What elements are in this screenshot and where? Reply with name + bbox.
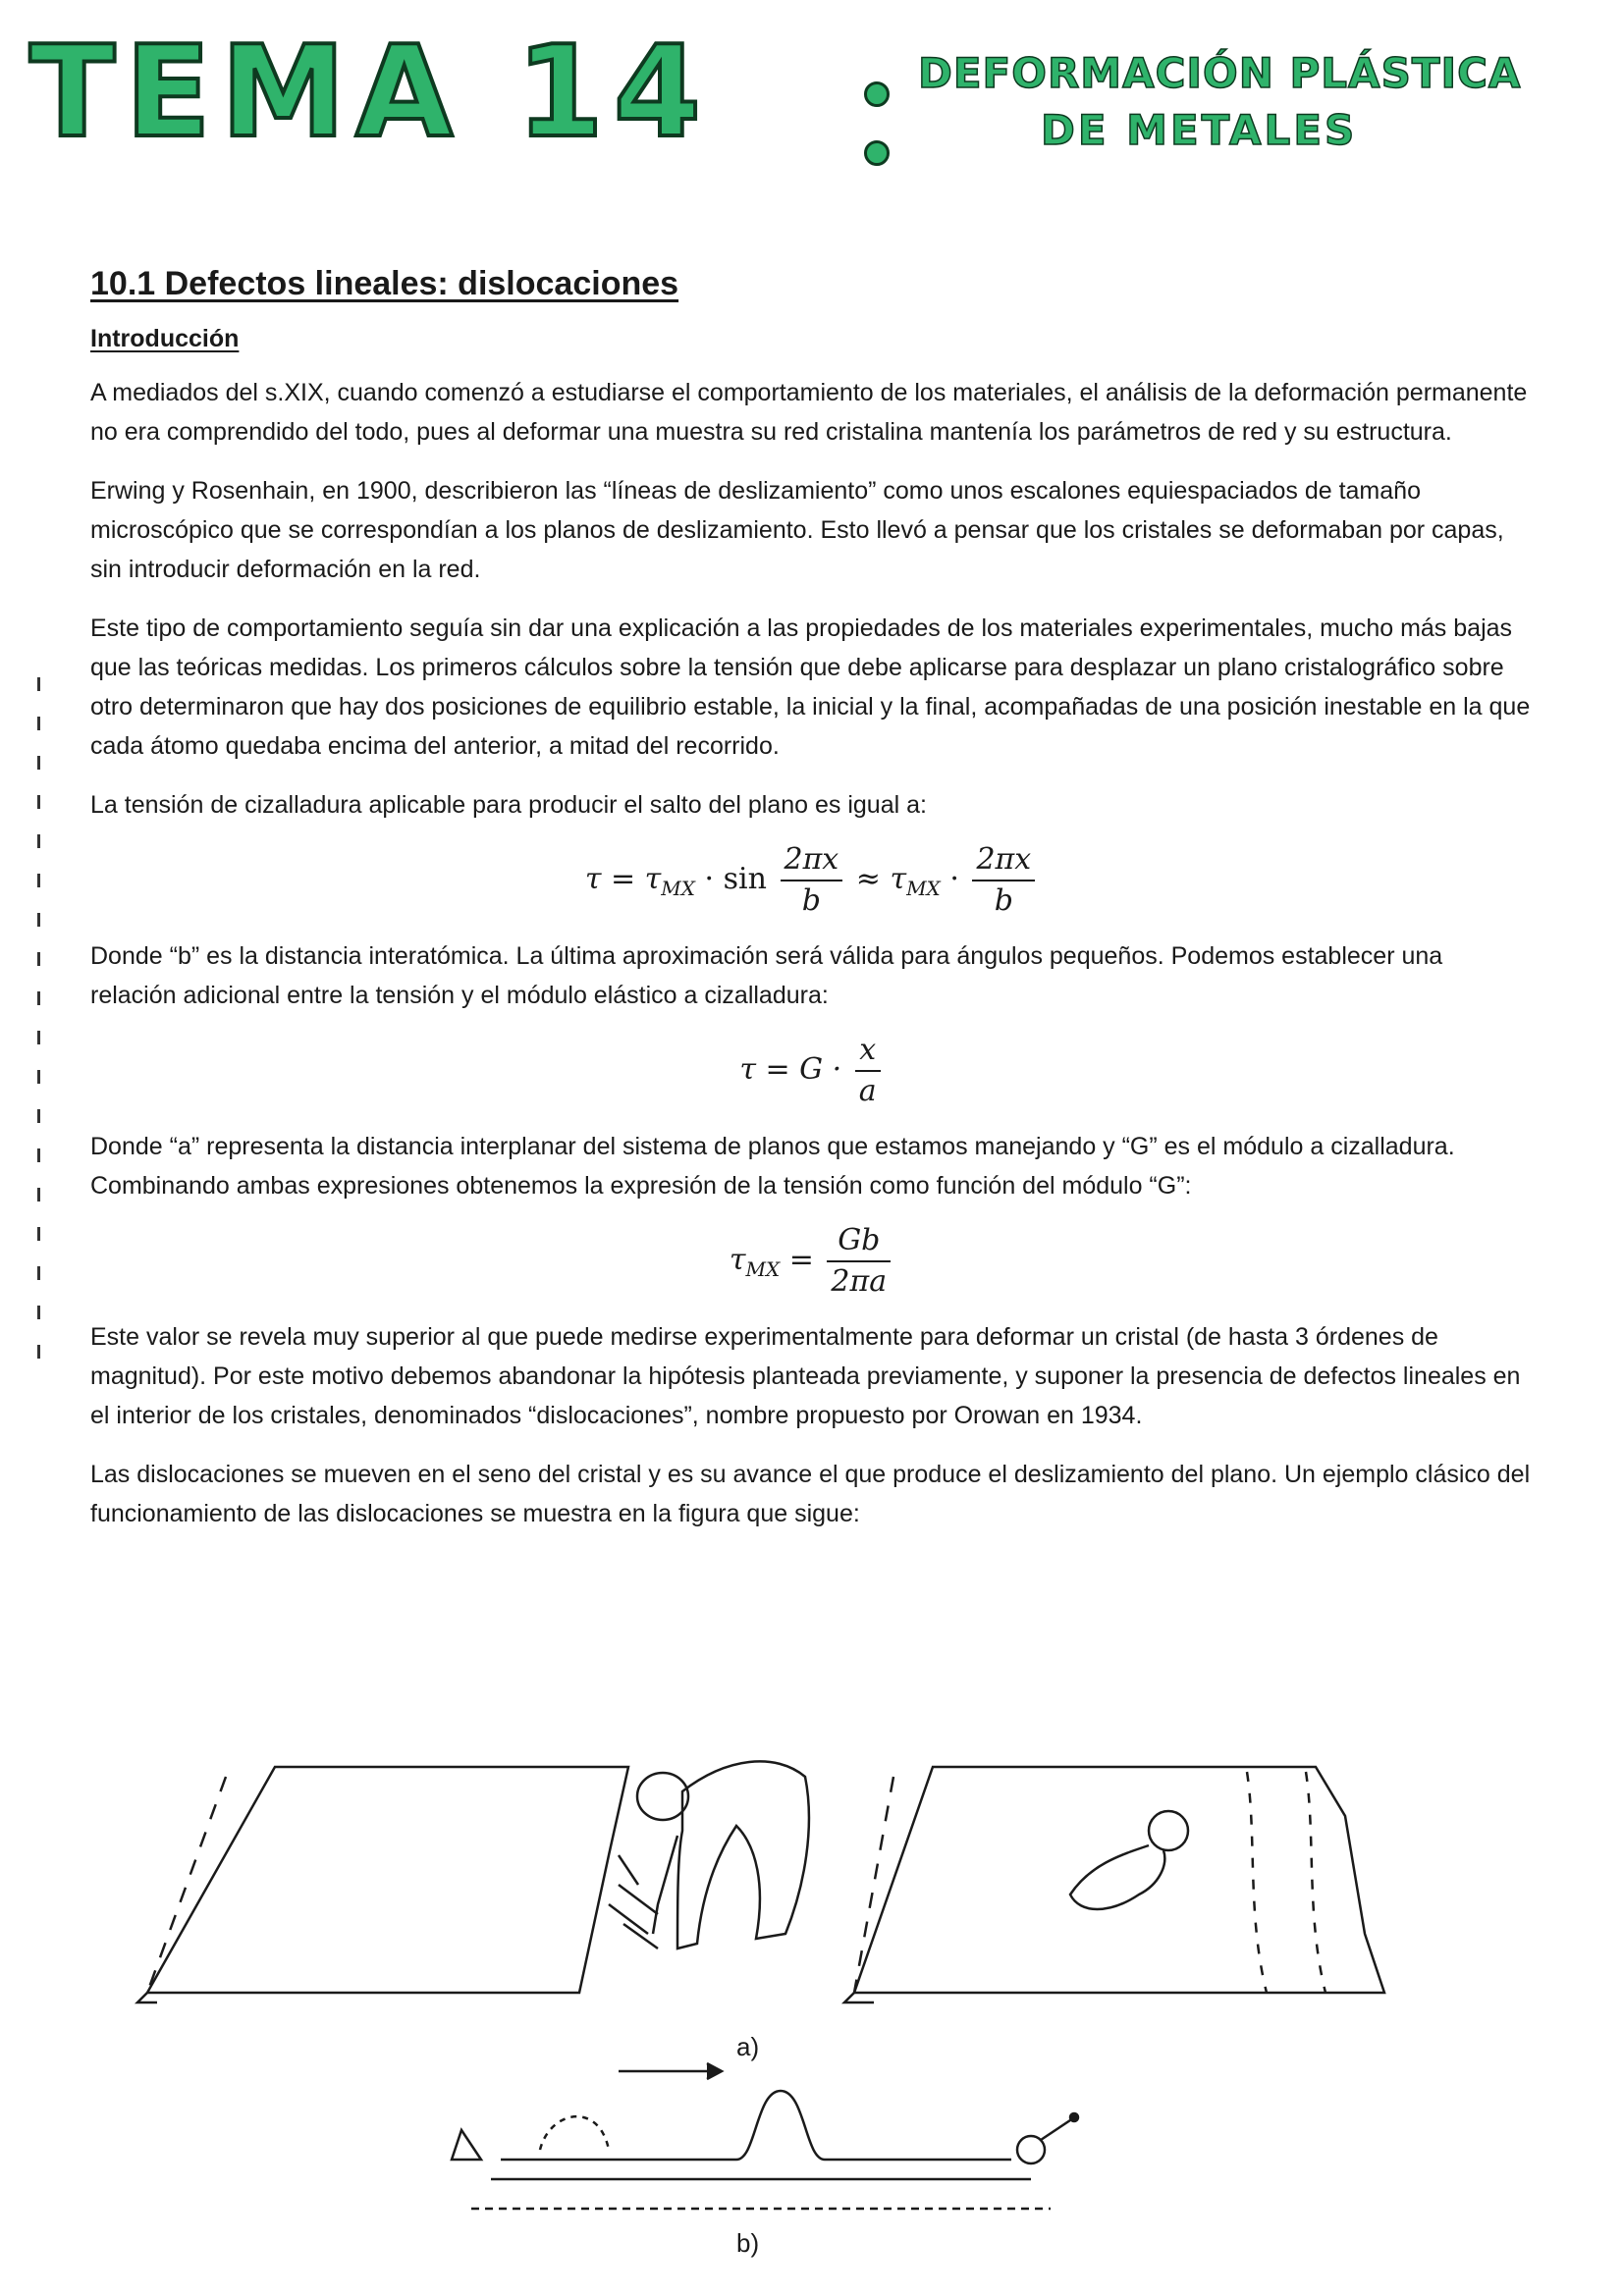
- rug-left: [147, 1767, 628, 1993]
- paragraph-5: Donde “b” es la distancia interatómica. La última aproximación será válida para ángulos pequeños. Podemos establecer una relación adicional entre la tensión y el módulo elástico a cizalladura:: [90, 942, 1443, 1009]
- page-title: TEMA 14: [29, 20, 711, 166]
- baby-head: [1149, 1811, 1188, 1850]
- figure-caption-a: a): [736, 2032, 760, 2061]
- worm-body: [501, 2091, 1011, 2160]
- paragraph-8: Las dislocaciones se mueven en el seno del cristal y es su avance el que produce el deslizamiento del plano. Un ejemplo clásico del funcionamiento de las dislocaciones se muestra en la figura que sigue:: [90, 1461, 1531, 1527]
- rug-right: [854, 1767, 1384, 1993]
- page-subtitle-line2: DE METALES: [1041, 106, 1358, 154]
- page-subtitle-line1: DEFORMACIÓN PLÁSTICA: [918, 49, 1522, 97]
- rug-left-ghost: [147, 1777, 226, 1993]
- figure-caption-b: b): [736, 2228, 760, 2258]
- title-colon: [864, 64, 886, 172]
- equation-2: τ = G · $\frac{x}{a}$: [90, 1031, 1534, 1111]
- section-heading: 10.1 Defectos lineales: dislocaciones: [90, 265, 679, 302]
- section-subheading: Introducción: [90, 325, 240, 352]
- paragraph-6: Donde “a” representa la distancia interplanar del sistema de planos que estamos manejando y “G” es el módulo a cizalladura. Combinando ambas expresiones obtenemos la expresión de la tensión como función del módulo “G”:: [90, 1133, 1455, 1200]
- dislocation-figure: [128, 1737, 1502, 2268]
- figure-illustration: [128, 1737, 1502, 2268]
- document-body: [90, 265, 1534, 1553]
- person-head: [637, 1773, 688, 1820]
- margin-ticks: [37, 677, 43, 1364]
- paragraph-3: Este tipo de comportamiento seguía sin dar una explicación a las propiedades de los materiales experimentales, mucho más bajas que las teóricas medidas. Los primeros cálculos sobre la tensión que debe aplicarse para desplazar un plano cristalográfico sobre otro determinaron que hay dos posiciones de equilibrio estable, la inicial y la final, acompañadas de una posición inestable en la que cada átomo quedaba encima del anterior, a mitad del recorrido.: [90, 614, 1531, 760]
- equation-1: $\tau = \tau_{MX} \cdot \sin$ $\frac{2\pi x}{b}$ ≈ $\tau_{MX}$ · $\frac{2\pi x}{b}$: [90, 840, 1534, 921]
- page-header: [29, 20, 1600, 187]
- equation-3: $\tau_{MX}$ = $\frac{Gb}{2\pi a}$: [90, 1221, 1534, 1302]
- paragraph-4: La tensión de cizalladura aplicable para producir el salto del plano es igual a:: [90, 791, 927, 819]
- paragraph-2: Erwing y Rosenhain, en 1900, describieron las “líneas de deslizamiento” como unos escalones equiespaciados de tamaño microscópico que se correspondían a los planos de deslizamiento. Esto llevó a pensar que los cristales se deformaban por capas, sin introducir deformación en la red.: [90, 477, 1504, 583]
- paragraph-7: Este valor se revela muy superior al que puede medirse experimentalmente para deformar un cristal (de hasta 3 órdenes de magnitud). Por este motivo debemos abandonar la hipótesis planteada previamente, y suponer la presencia de defectos lineales en el interior de los cristales, denominados “dislocaciones”, nombre propuesto por Orowan en 1934.: [90, 1323, 1521, 1429]
- paragraph-1: A mediados del s.XIX, cuando comenzó a estudiarse el comportamiento de los materiales, el análisis de la deformación permanente no era comprendido del todo, pues al deformar una muestra su red cristalina mantenía los parámetros de red y su estructura.: [90, 379, 1528, 446]
